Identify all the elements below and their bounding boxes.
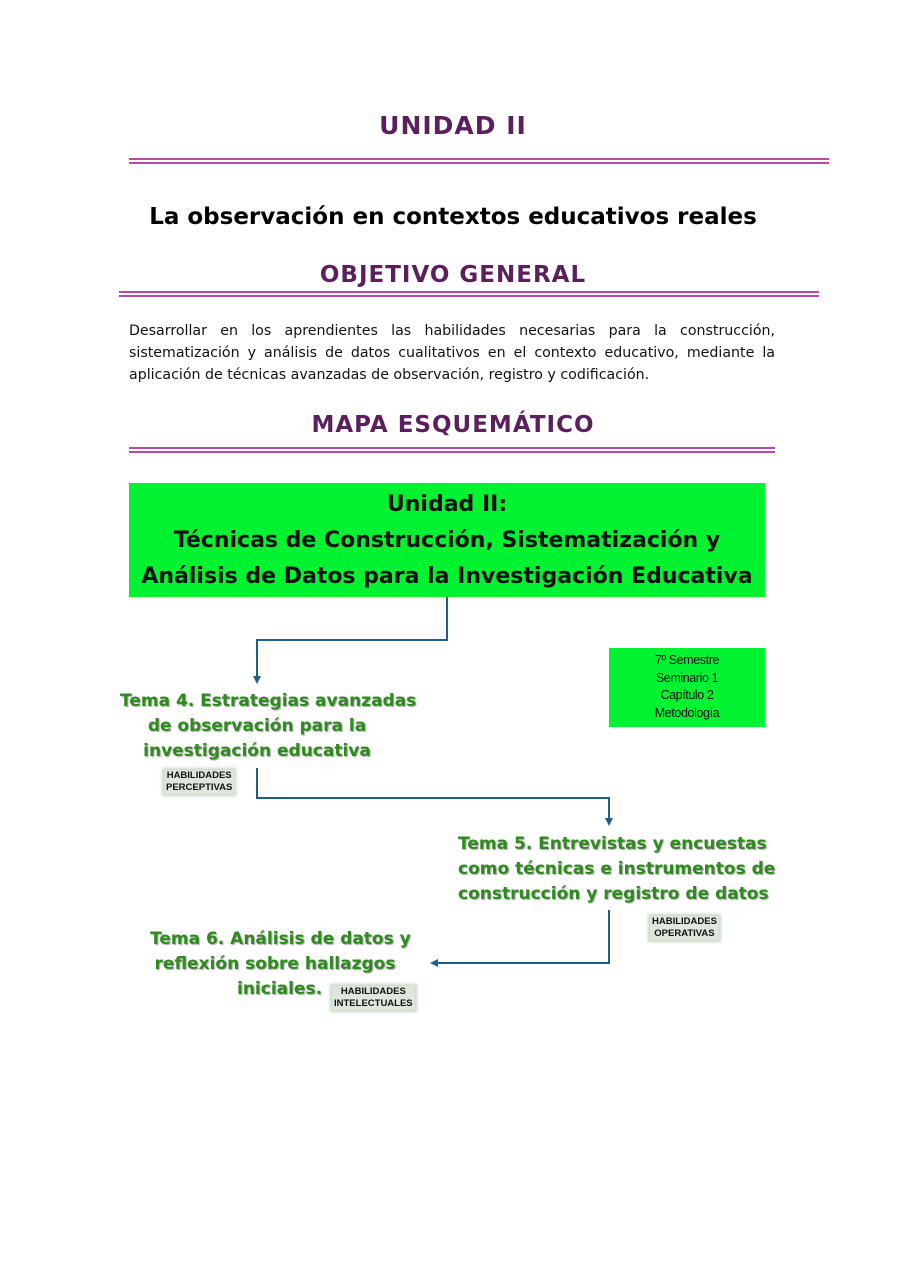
info-subject: Metodología — [654, 705, 720, 720]
info-seminar: Seminario 1 — [655, 670, 719, 685]
tema4-badge-line2: PERCEPTIVAS — [166, 782, 233, 793]
tema5-badge-line2: OPERATIVAS — [654, 928, 715, 939]
unit-box-line1: Unidad II: — [386, 492, 508, 517]
unit-box-line2: Técnicas de Construcción, Sistematización y — [173, 528, 721, 553]
tema6-badge-line1: HABILIDADES — [340, 986, 406, 997]
unit-box — [129, 483, 765, 597]
info-semester: 7º Semestre — [654, 653, 720, 667]
unit-box-line3: Análisis de Datos para la Investigación Educativa — [141, 564, 753, 589]
tema6-badge-line2: INTELECTUALES — [334, 998, 413, 1009]
tema6-line2: reflexión sobre hallazgos — [154, 954, 396, 974]
connector-tema5-to-tema6 — [434, 910, 609, 963]
tema5-title — [458, 832, 776, 907]
tema4-line1: Tema 4. Estrategias avanzadas — [120, 691, 417, 711]
tema4-skill-badge — [164, 770, 234, 794]
objective-text: Desarrollar en los aprendientes las habilidades necesarias para la construcción, sistematización y análisis de datos cualitativos en el contexto educativo, mediante la aplicación de técnicas avanzadas de observación, registro y codificación. — [129, 323, 775, 383]
tema4-badge-line1: HABILIDADES — [166, 770, 232, 781]
tema5-badge-line1: HABILIDADES — [652, 916, 717, 927]
page-subtitle: La observación en contextos educativos reales — [149, 204, 757, 230]
objective-heading: OBJETIVO GENERAL — [319, 262, 587, 288]
tema5-line1: Tema 5. Entrevistas y encuestas — [458, 834, 767, 854]
tema6-line1: Tema 6. Análisis de datos y — [150, 929, 411, 949]
tema6-line3: iniciales. — [237, 979, 323, 999]
info-chapter: Capítulo 2 — [660, 688, 714, 702]
tema5-line3: construcción y registro de datos — [458, 884, 769, 904]
tema4-line3: investigación educativa — [143, 741, 371, 761]
map-heading: MAPA ESQUEMÁTICO — [311, 412, 595, 438]
tema6-skill-badge — [332, 986, 415, 1010]
tema4-title — [120, 689, 417, 764]
tema5-skill-badge — [650, 916, 719, 940]
course-info-box — [609, 648, 765, 727]
tema4-line2: de observación para la — [147, 716, 367, 736]
unit-title: UNIDAD II — [379, 111, 527, 140]
connector-unit-to-tema4 — [257, 597, 447, 680]
connector-tema4-to-tema5 — [257, 768, 609, 822]
tema5-line2: como técnicas e instrumentos de — [458, 859, 776, 879]
